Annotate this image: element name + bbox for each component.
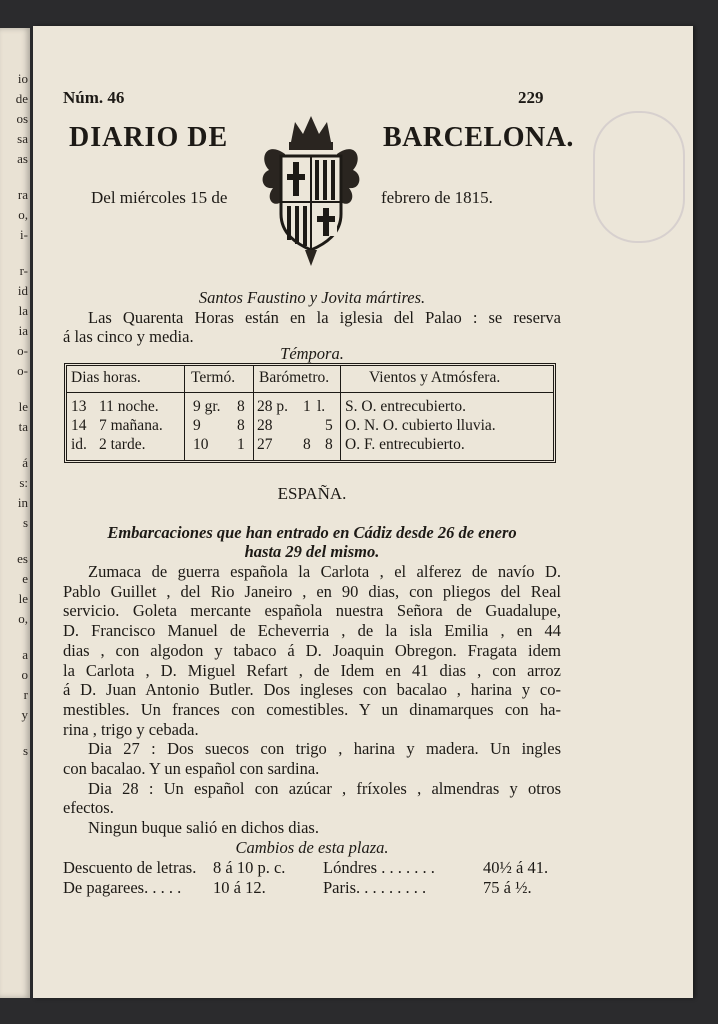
margin-fragment: io xyxy=(17,71,28,86)
exchange-rate: 75 á ½. xyxy=(483,878,532,897)
page-number: 229 xyxy=(518,88,544,107)
margin-fragment: de xyxy=(15,91,28,106)
arrivals-line: mestibles. Un frances con comestibles. Y un dinamarques con ha- xyxy=(63,699,561,719)
saints-of-the-day: Santos Faustino y Jovita mártires. xyxy=(198,288,426,307)
arrivals-line: dias , con algodon y tabaco á D. Joaquin Obregon. Fragata idem xyxy=(63,640,561,660)
weather-row: 13 11 noche. 9 gr. 8 28 p. 1 l. S. O. entrecubierto. xyxy=(71,398,466,415)
margin-fragment: a xyxy=(22,647,28,662)
exchange-city: Lóndres . . . . . . . xyxy=(323,858,435,877)
margin-fragment: id xyxy=(17,283,28,298)
previous-page-edge xyxy=(0,28,30,998)
arrivals-line: Dia 28 : Un español con azúcar , fríxoles , almendras y otros xyxy=(88,778,561,798)
margin-fragment: i- xyxy=(20,227,28,242)
margin-fragment: o- xyxy=(17,363,28,378)
issue-number: Núm. 46 xyxy=(63,88,125,107)
quarenta-horas-line-2: á las cinco y media. xyxy=(63,327,194,346)
date-right: febrero de 1815. xyxy=(381,188,493,207)
arrivals-line: efectos. xyxy=(63,798,114,818)
header-barometer: Barómetro. xyxy=(259,369,330,386)
exchange-value: 10 á 12. xyxy=(213,878,266,897)
margin-fragment: la xyxy=(18,303,28,318)
margin-fragment: s xyxy=(22,515,28,530)
exchange-value: 8 á 10 p. c. xyxy=(213,858,286,877)
margin-fragment: e xyxy=(22,571,28,586)
arrivals-line: la Carlota , D. Miguel Refart , de Idem en 41 dias , con arroz xyxy=(63,660,561,680)
margin-fragment: o, xyxy=(18,611,28,626)
arrivals-line: rina , trigo y cebada. xyxy=(63,719,199,739)
margin-fragment: in xyxy=(17,495,28,510)
margin-fragment: o, xyxy=(18,207,28,222)
exchange-title: Cambios de esta plaza. xyxy=(235,838,389,857)
quarenta-horas-line-1: Las Quarenta Horas están en la iglesia del Palao : se reserva xyxy=(88,308,561,327)
arrivals-line: á D. Juan Antonio Butler. Dos ingleses con bacalao , harina y co- xyxy=(63,680,561,700)
arrivals-line: D. Francisco Manuel de Echeverria , de la isla Emilia , en 44 xyxy=(63,621,561,641)
masthead-title-left: DIARIO DE xyxy=(69,122,229,153)
header-winds: Vientos y Atmósfera. xyxy=(369,369,501,386)
margin-fragment: es xyxy=(17,551,28,566)
margin-fragment: le xyxy=(18,591,28,606)
exchange-label: De pagarees. . . . . xyxy=(63,878,182,897)
margin-fragment: ia xyxy=(18,323,28,338)
barcelona-coat-of-arms xyxy=(255,110,367,270)
newspaper-page xyxy=(33,26,693,998)
header-thermometer: Termó. xyxy=(191,369,236,386)
masthead-title-right: BARCELONA. xyxy=(383,122,574,153)
margin-fragment: o- xyxy=(17,343,28,358)
date-left: Del miércoles 15 de xyxy=(91,188,228,207)
margin-fragment: ra xyxy=(17,187,28,202)
margin-fragment: s xyxy=(22,743,28,758)
weather-row: 14 7 mañana. 9 8 28 5 O. N. O. cubierto lluvia. xyxy=(71,417,496,434)
arrivals-line: Ningun buque salió en dichos dias. xyxy=(88,818,319,838)
margin-fragment: le xyxy=(18,399,28,414)
arrivals-heading-line-1: Embarcaciones que han entrado en Cádiz desde 26 de enero xyxy=(107,523,517,542)
tempora-label: Témpora. xyxy=(280,344,344,363)
exchange-label: Descuento de letras. xyxy=(63,858,197,877)
margin-fragment: s: xyxy=(19,475,28,490)
margin-fragment: ta xyxy=(18,419,28,434)
margin-fragment: á xyxy=(22,455,28,470)
weather-table xyxy=(64,363,556,463)
exchange-rate: 40½ á 41. xyxy=(483,858,549,877)
margin-fragment: sa xyxy=(17,131,28,146)
library-stamp xyxy=(593,111,685,243)
margin-fragment: y xyxy=(21,707,28,722)
exchange-city: Paris. . . . . . . . . xyxy=(323,878,427,897)
arrivals-heading-line-2: hasta 29 del mismo. xyxy=(244,542,380,561)
margin-fragment: r xyxy=(23,687,28,702)
margin-fragment: as xyxy=(17,151,28,166)
header-days: Dias horas. xyxy=(71,369,141,386)
arrivals-line: Dia 27 : Dos suecos con trigo , harina y madera. Un ingles xyxy=(88,739,561,759)
margin-fragment: r- xyxy=(19,263,28,278)
arrivals-line: servicio. Goleta mercante española nuestra Señora de Guadalupe, xyxy=(63,601,561,621)
arrivals-line: Pablo Guillet , del Rio Janeiro , en 90 dias, con pliegos del Real xyxy=(63,581,561,601)
margin-fragment: o xyxy=(21,667,28,682)
section-title-espana: ESPAÑA. xyxy=(277,484,347,503)
margin-fragment: os xyxy=(16,111,28,126)
weather-header-row xyxy=(67,369,553,388)
arrivals-line: con bacalao. Y un español con sardina. xyxy=(63,759,320,778)
weather-row: id. 2 tarde. 10 1 27 8 8 O. F. entrecubierto. xyxy=(71,436,465,453)
arrivals-line: Zumaca de guerra española la Carlota , el alferez de navío D. xyxy=(88,562,561,581)
